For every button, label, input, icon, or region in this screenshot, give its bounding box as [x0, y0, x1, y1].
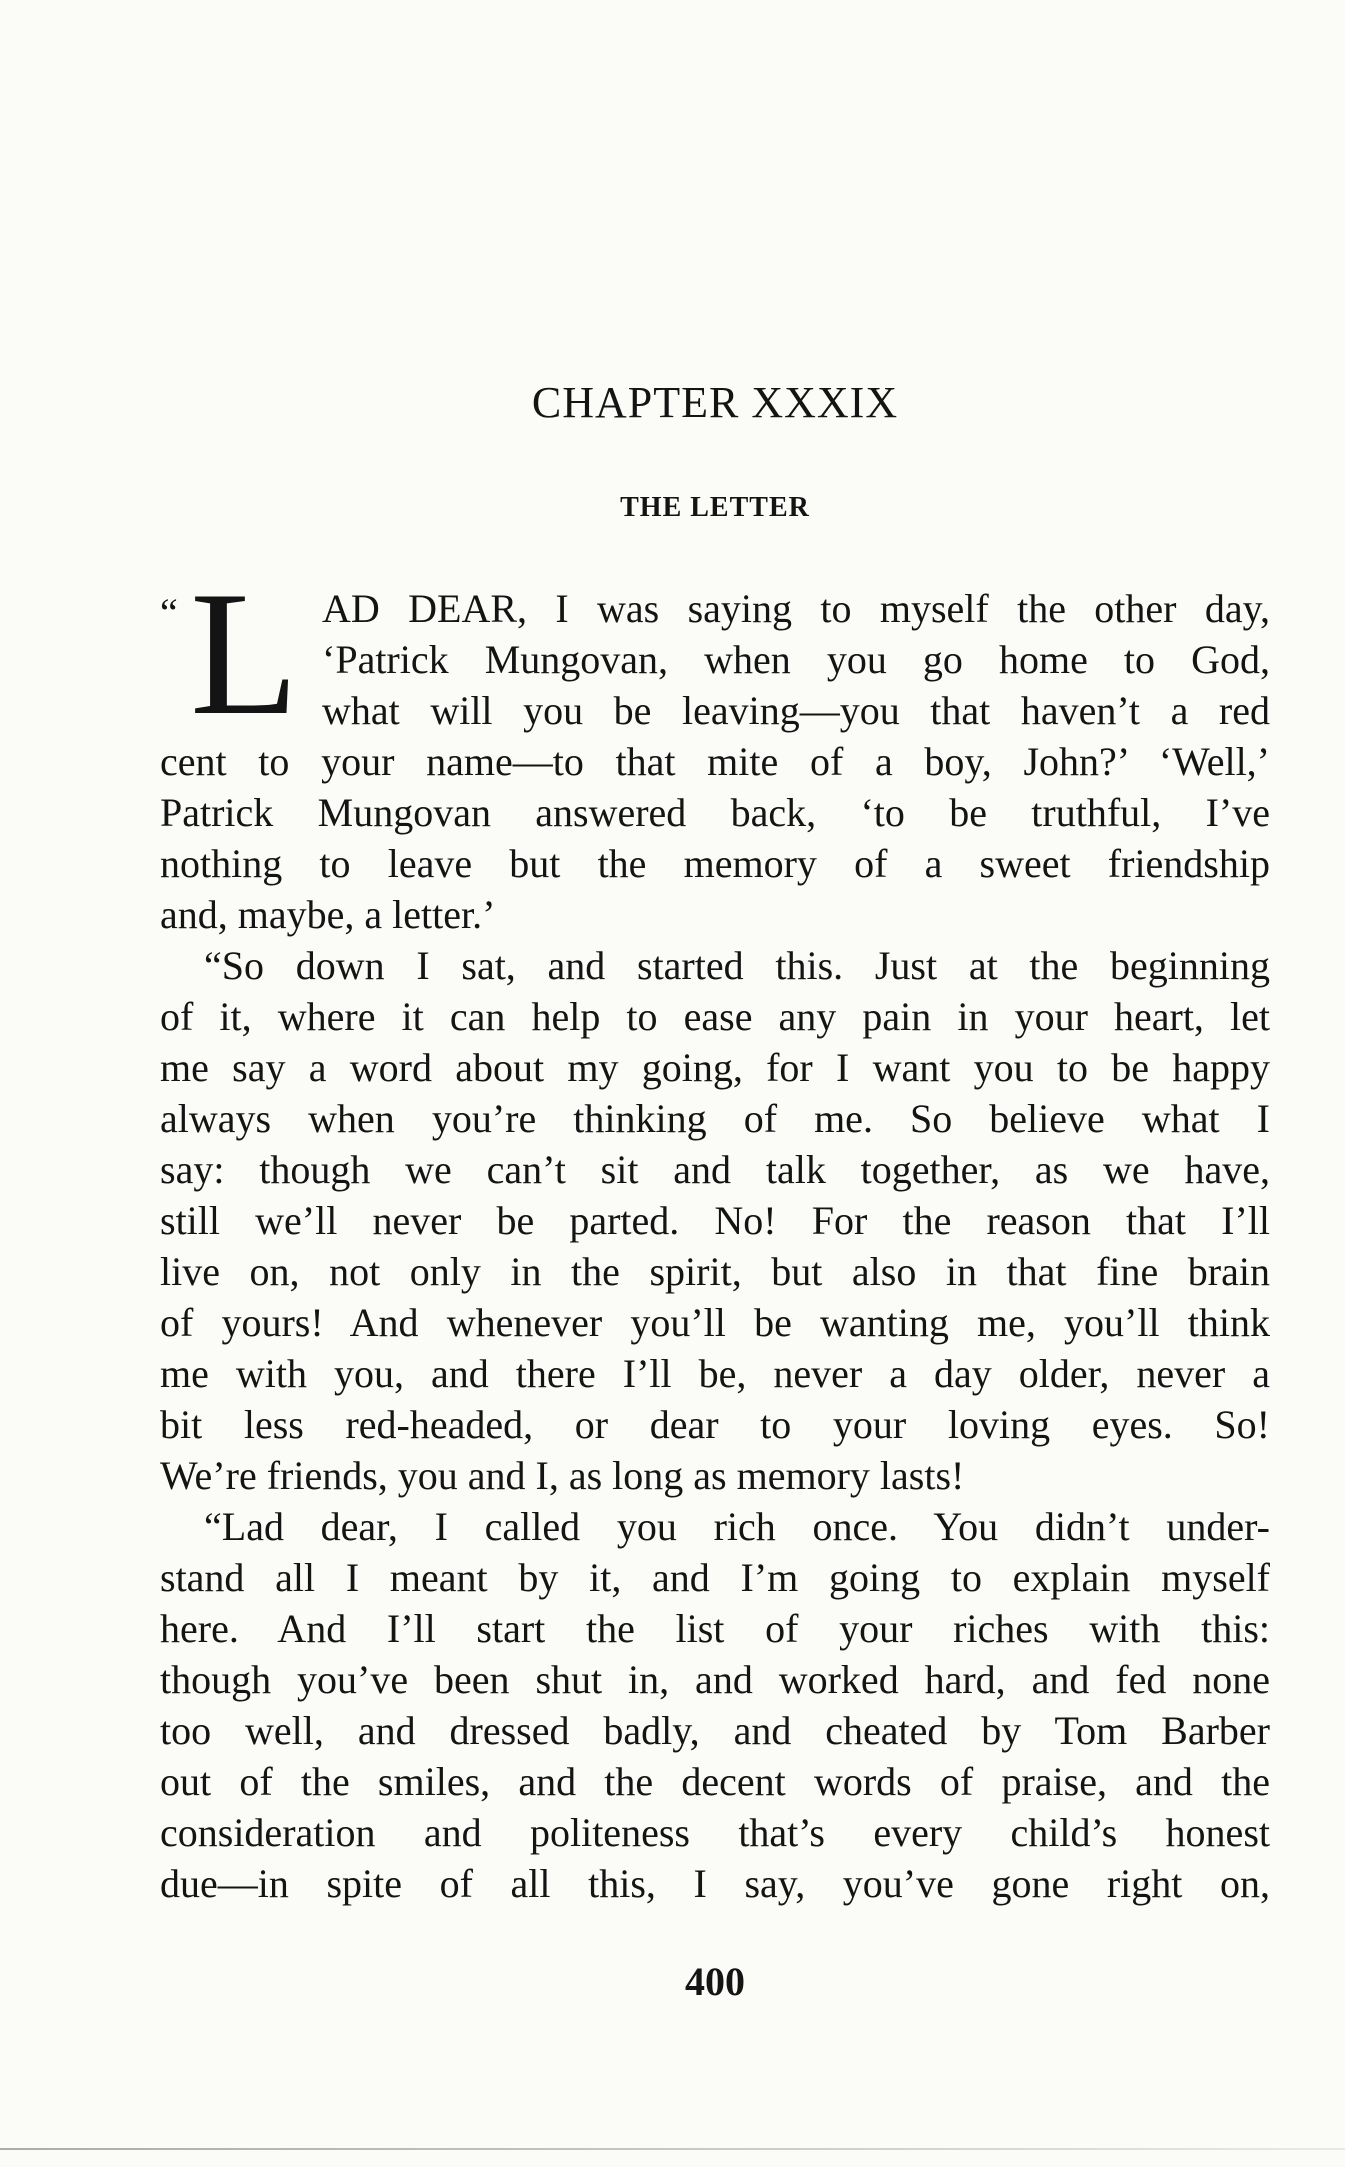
drop-cap-quote: “ — [160, 590, 178, 635]
text-line: here. And I’ll start the list of your riches with this: — [160, 1606, 1270, 1651]
text-line: of yours! And whenever you’ll be wanting me, you’ll think — [160, 1300, 1270, 1345]
text-line: what will you be leaving—you that haven’t a red — [322, 688, 1270, 733]
text-line: always when you’re thinking of me. So believe what I — [160, 1096, 1270, 1141]
text-line: bit less red-headed, or dear to your loving eyes. So! — [160, 1402, 1270, 1447]
text-line: “Lad dear, I called you rich once. You didn’t under- — [204, 1504, 1270, 1549]
text-line: Patrick Mungovan answered back, ‘to be truthful, I’ve — [160, 790, 1270, 835]
page-edge-divider — [0, 2148, 1345, 2150]
text-line: and, maybe, a letter.’ — [160, 892, 496, 937]
body-text — [160, 583, 1270, 1909]
text-line: out of the smiles, and the decent words of praise, and the — [160, 1759, 1270, 1804]
text-line: still we’ll never be parted. No! For the reason that I’ll — [160, 1198, 1270, 1243]
text-line: say: though we can’t sit and talk together, as we have, — [160, 1147, 1270, 1192]
drop-cap-letter: L — [190, 554, 299, 752]
text-line: though you’ve been shut in, and worked hard, and fed none — [160, 1657, 1270, 1702]
text-line: too well, and dressed badly, and cheated by Tom Barber — [160, 1708, 1270, 1753]
text-line: We’re friends, you and I, as long as memory lasts! — [160, 1453, 965, 1498]
text-line: cent to your name—to that mite of a boy, John?’ ‘Well,’ — [160, 739, 1270, 784]
text-line: nothing to leave but the memory of a sweet friendship — [160, 841, 1270, 886]
text-line: due—in spite of all this, I say, you’ve gone right on, — [160, 1861, 1270, 1906]
text-line: live on, not only in the spirit, but also in that fine brain — [160, 1249, 1270, 1294]
text-line: of it, where it can help to ease any pain in your heart, let — [160, 994, 1270, 1039]
text-line: stand all I meant by it, and I’m going to explain myself — [160, 1555, 1270, 1600]
text-line: ‘Patrick Mungovan, when you go home to God, — [322, 637, 1270, 682]
text-line: me with you, and there I’ll be, never a day older, never a — [160, 1351, 1270, 1396]
text-line: AD DEAR, I was saying to myself the other day, — [322, 586, 1270, 631]
text-line: “So down I sat, and started this. Just at the beginning — [204, 943, 1270, 988]
chapter-title: CHAPTER XXXIX — [531, 378, 899, 427]
page-number: 400 — [685, 1959, 745, 2004]
text-line: me say a word about my going, for I want you to be happy — [160, 1045, 1270, 1090]
text-line: consideration and politeness that’s every child’s honest — [160, 1810, 1270, 1855]
chapter-subtitle: THE LETTER — [620, 492, 810, 523]
